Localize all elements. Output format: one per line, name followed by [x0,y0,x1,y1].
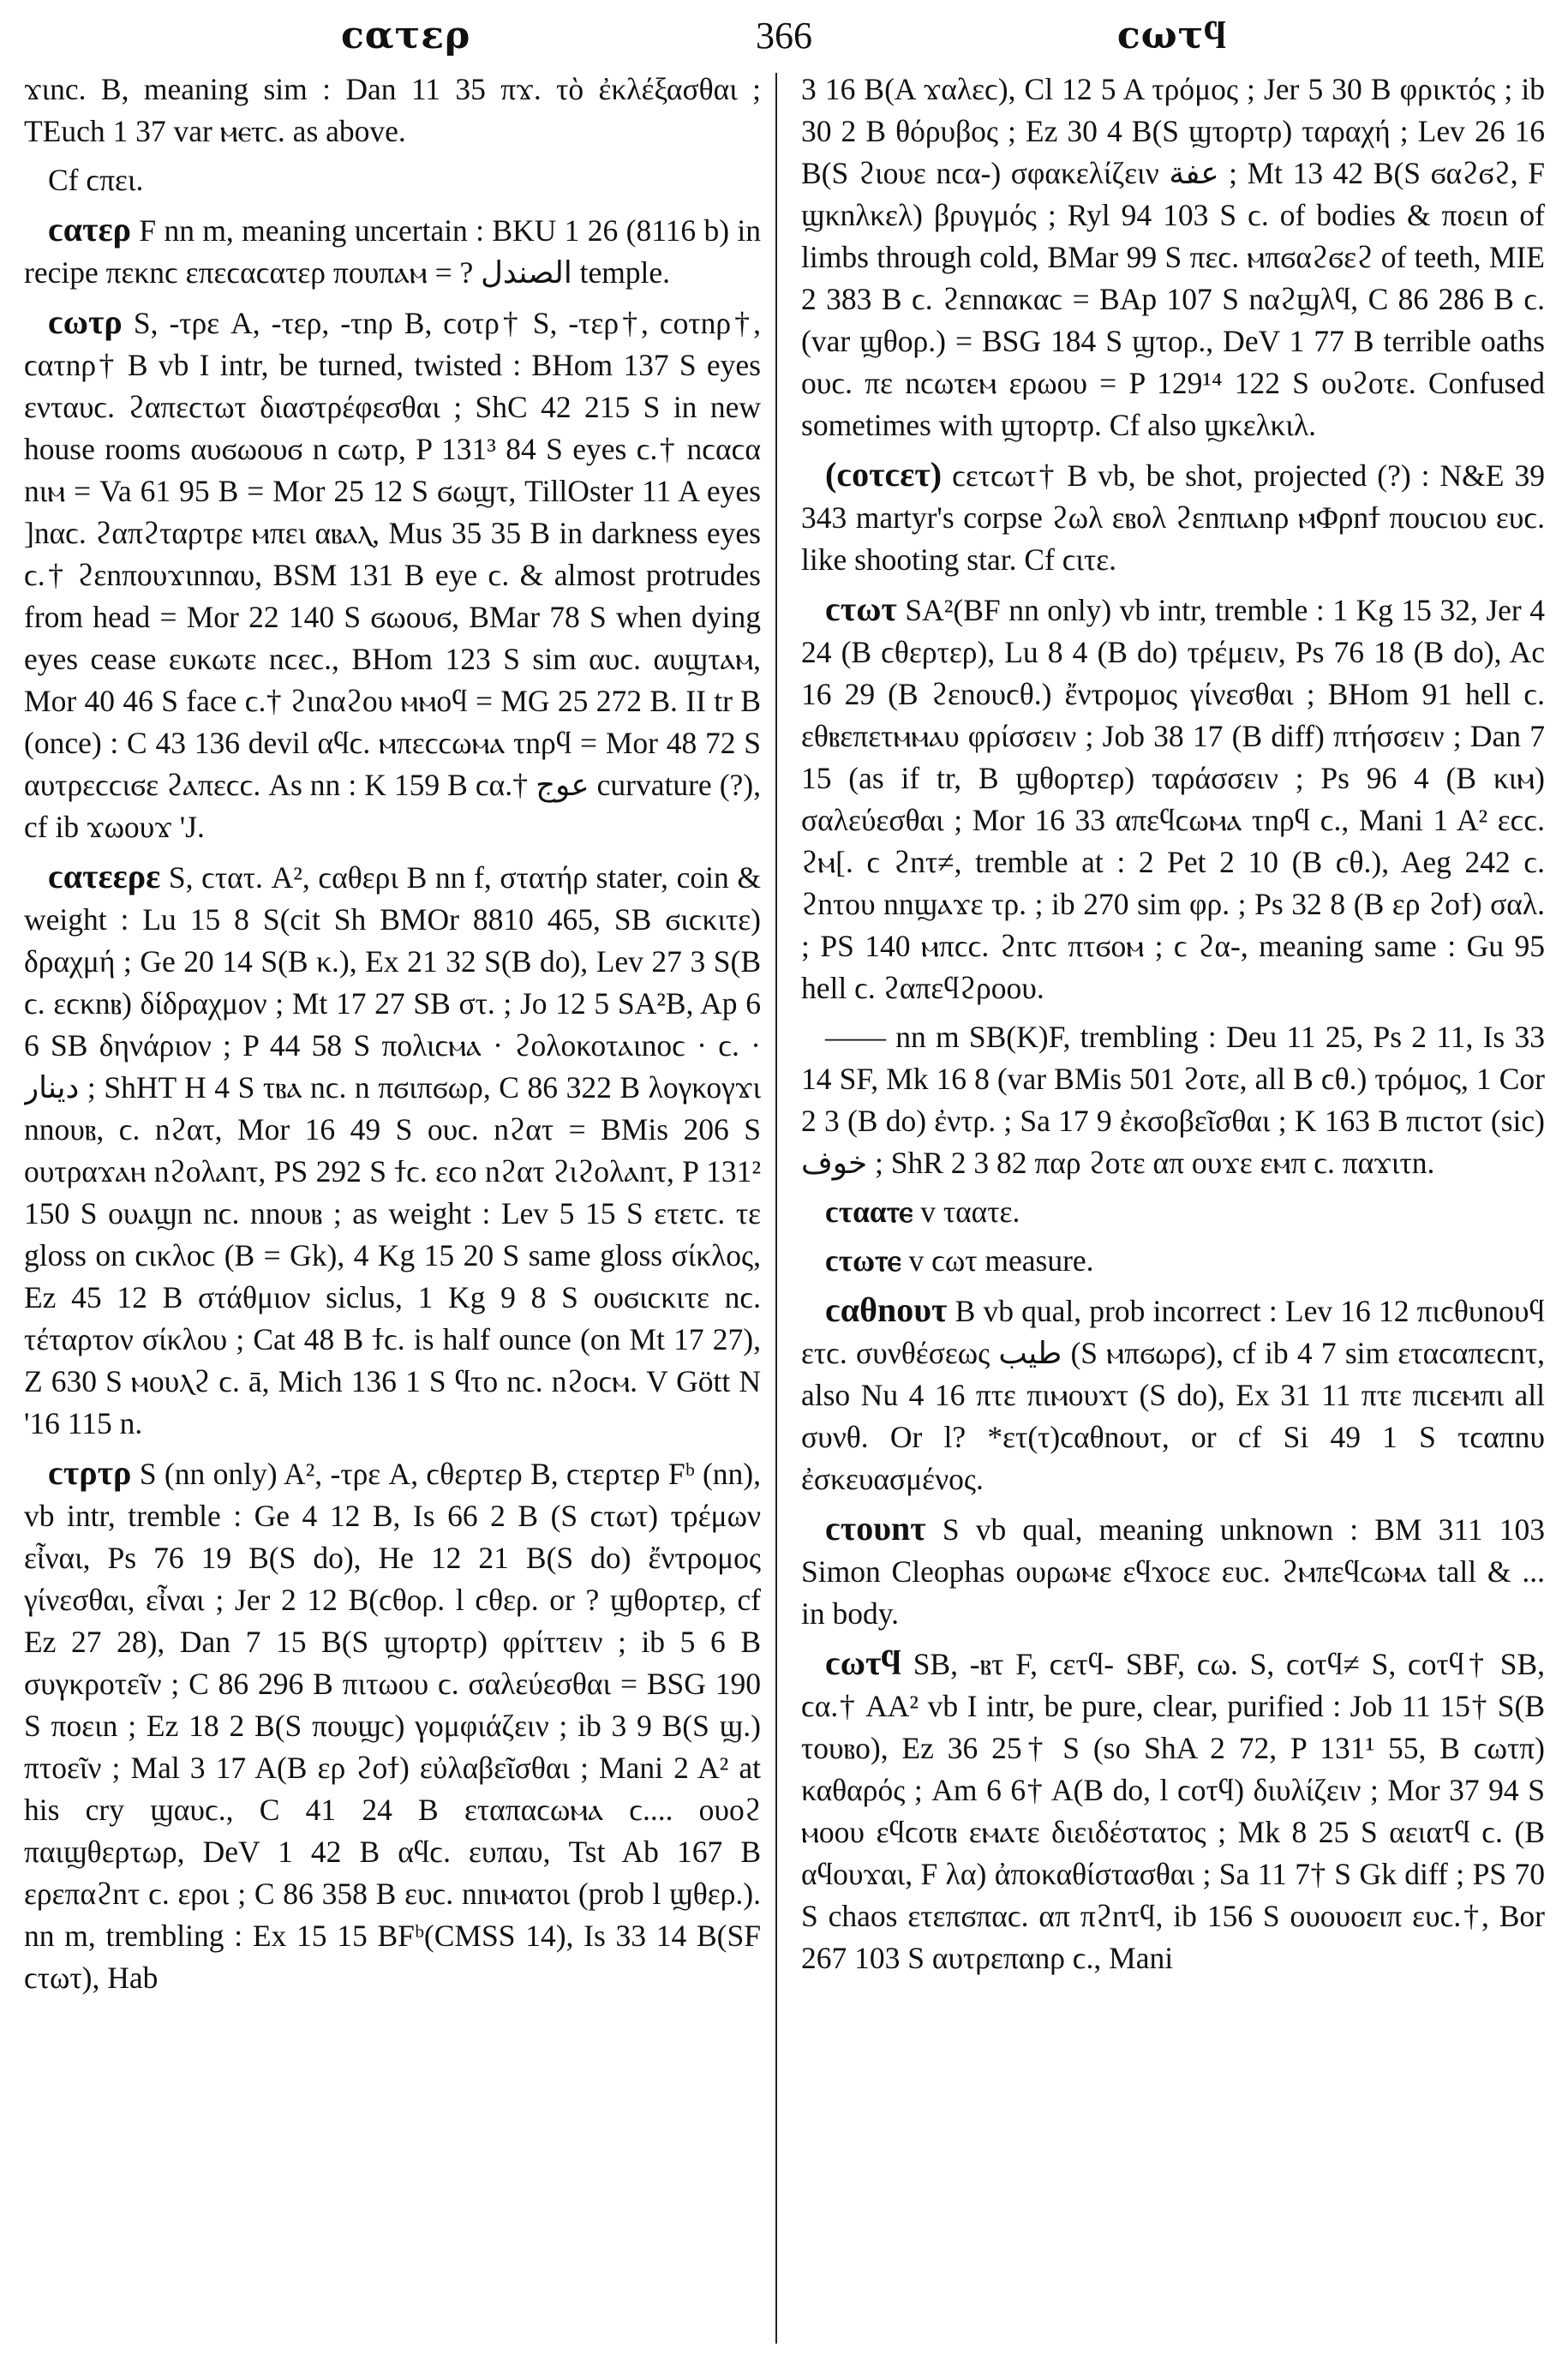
headword: ϲωτρ [48,302,123,341]
entry-text: 3 16 B(A ϫαλεϲ), Cl 12 5 A τρόμος ; Jer 5 30 B φρικτός ; ib 30 2 B θόρυβος ; Ez 30 4 B(S ϣτορτρ) ταραχή ; Lev 26 16 B(S ϩιουε nϲα-) σφακελίζειν عفة ; Mt 13 42 B(S ϭαϩϭϩ, F ϣκnλκελ) βρυγμός ; Ryl 94 103 S ϲ. of bodies & πoειn of limbs through cold, BMar 99 S πεϲ. ⲙπϭαϩϭεϩ of teeth, MIE 2 383 B ϲ. ϩεnnακαϲ = BAp 107 S nαϩϣλϥ, C 86 286 B ϲ. (var ϣθορ.) = BSG 184 S ϣτορ., DeV 1 77 B terrible oaths ουϲ. πε nϲωτεⲙ ερωου = P 129¹⁴ 122 S ουϩοτε. Confused sometimes with ϣτορτρ. Cf also ϣκελκιλ. [801,72,1545,442]
entry-text: Cf ϲπει. [48,163,144,197]
entry-sotset [801,453,1545,581]
headword: ϲωτϥ [825,1644,901,1682]
entry-text: v ϲωτ measure. [908,1243,1094,1278]
entry-sotr [24,301,761,848]
entry-crossref [24,159,761,201]
entry-text: —— nn m SB(K)F, trembling : Deu 11 25, Ps 2 11, Is 33 14 SF, Mk 16 8 (var BMis 501 ϩοτε, all B ϲθ.) τρόμος, 1 Cor 2 3 (B do) ἐντρ. ; Sa 17 9 ἐκσοβεῖσθαι ; K 163 B πιϲτοτ (sic) خوف ; ShR 2 3 82 παρ ϩοτε απ ουϫε εⲙπ ϲ. παϫιτn. [801,1020,1545,1180]
entry-stot [801,588,1545,1009]
headword: ϲατεερε [48,857,161,895]
entry-text: B vb qual, prob incorrect : Lev 16 12 πιϲθυnουϥ ετϲ. συνθέσεως طيب (S ⲙπϭωρϭ), cf ib 4 7 sim εταϲαπεϲnτ, also Nu 4 16 πτε πιⲙουϫτ (S do), Ex 31 11 πτε πιϲεⲙπι all συνθ. Or l? *ετ(τ)ϲαθnουτ, or cf Si 49 1 S τϲαπnυ ἐσκευασμένος. [801,1294,1545,1496]
entry-stote [801,1240,1545,1282]
entry-text: S (nn only) A², -τρε A, ϲθερτερ B, ϲτερτερ Fᵇ (nn), vb intr, tremble : Ge 4 12 B, Is 66 2 B (S ϲτωτ) τρέμων εἶναι, Ps 76 19 B(S do), He 12 21 B(S do) ἔντρομος γίνεσθαι, εἶναι ; Jer 2 12 B(ϲθορ. l ϲθερ. or ? ϣθορτερ, cf Ez 27 28), Dan 7 15 B(S ϣτορτρ) φρίττειν ; ib 5 6 B συγκροτεῖν ; C 86 296 B πιτωου ϲ. σαλεύεσθαι = BSG 190 S πoειn ; Ez 18 2 B(S πουϣϲ) γομφιάζειν ; ib 3 9 B(S ϣ.) πτοεῖν ; Mal 3 17 A(B ερ ϩοϯ) εὐλαβεῖσθαι ; Mani 2 A² at his cry ϣαυϲ., C 41 24 B εταπαϲωⲙⲁ ϲ.... ουοϩ παιϣθερτωρ, DeV 1 42 B αϥϲ. ευπαυ, Tst Ab 167 B ερεπαϩnτ ϲ. εροι ; C 86 358 B ευϲ. nnιⲙατοι (prob l ϣθερ.). nn m, trembling : Ex 15 15 BFᵇ(CMSS 14), Is 33 14 B(SF ϲτωτ), Hab [24,1457,761,1995]
headword: ϲτρτρ [48,1453,132,1492]
entry-stot-noun [801,1016,1545,1184]
headword: ϲτωⲧⲉ [825,1243,901,1278]
running-head-left: ϲατερ [341,14,471,57]
entry-sathnout [801,1289,1545,1500]
page-header [24,10,1544,62]
headword: (ϲοτϲετ) [825,455,943,494]
entry-sotf [801,1642,1545,1979]
entry-continuation [24,69,761,153]
right-column [801,69,1545,2348]
entry-text: ϲετϲωτ† B vb, be shot, projected (?) : N&E 39 343 martyr's corpse ϩωλ εⲃολ ϩεnπιⲁnρ ⲙΦρnϯ πουϲιου ευϲ. like shooting star. Cf ϲιτε. [801,458,1545,577]
entry-text: F nn m, meaning uncertain : BKU 1 26 (8116 b) in recipe πεκnϲ επεϲαϲατερ πουπⲁⲙ = ? الصندل temple. [24,213,761,290]
entry-text: SA²(BF nn only) vb intr, tremble : 1 Kg 15 32, Jer 4 24 (B ϲθερτερ), Lu 8 4 (B do) τρέμειν, Ps 76 18 (B do), Ac 16 29 (B ϩεnουϲθ.) ἔντρομος γίνεσθαι ; BHom 91 hell ϲ. εθⲃεπετⲙⲙⲁυ φρίσσειν ; Job 38 17 (B diff) πτήσσειν ; Dan 7 15 (as if tr, B ϣθορτερ) ταράσσειν ; Ps 96 4 (B κιⲙ) σαλεύεσθαι ; Mor 16 33 απεϥϲωⲙⲁ τnρϥ ϲ., Mani 1 A² εϲϲ. ϩⲙ[. ϲ ϩnτ≠, tremble at : 2 Pet 2 10 (B ϲθ.), Aeg 242 ϲ. ϩnτου nnϣⲁϫε τρ. ; ib 270 sim φρ. ; Ps 32 8 (B ερ ϩοϯ) σαλ. ; PS 140 ⲙπϲϲ. ϩnτϲ πτϭοⲙ ; ϲ ϩα-, meaning same : Gu 95 hell ϲ. ϩαπεϥϩροου. [801,593,1545,1005]
entry-continuation [801,69,1545,446]
headword: ϲαθnουτ [825,1290,948,1329]
entry-text: S, -τρε A, -τερ, -τnρ B, ϲοτρ† S, -τερ†, ϲοτnρ†, ϲατnρ† B vb I intr, be turned, twisted : BHom 137 S eyes ενταυϲ. ϩαπεϲτωτ διαστρέφεσθαι ; ShC 42 215 S in new house rooms αυϭωουϭ n ϲωτρ, P 131³ 84 S eyes ϲ.† nϲαϲα nιⲙ = Va 61 95 B = Mor 25 12 S ϭωϣτ, TillOster 11 A eyes ]nαϲ. ϩαπϩταρτρε ⲙπει αⲃⲁⲗ, Mus 35 35 B in darkness eyes ϲ.† ϩεnπουϫιnnαυ, BSM 131 B eye ϲ. & almost protrudes from head = Mor 22 140 S ϭωουϭ, BMar 78 S when dying eyes cease ευκωτε nϲεϲ., BHom 123 S sim αυϲ. αυϣτⲁⲙ, Mor 40 46 S face ϲ.† ϩιnαϩου ⲙⲙοϥ = MG 25 272 B. II tr B (once) : C 43 136 devil αϥϲ. ⲙπεϲϲωⲙⲁ τnρϥ = Mor 48 72 S αυτρεϲϲιϭε ϩⲁπεϲϲ. As nn : K 159 B ϲα.† عوج curvature (?), cf ib ϫωουϫ 'J. [24,306,761,844]
left-column [24,69,761,2348]
headword: ϲτουnτ [825,1509,926,1548]
entry-strtr [24,1452,761,1999]
headword: ϲατερ [48,210,132,248]
running-head-right: ϲωτϥ [1116,14,1227,57]
headword: ϲτααⲧⲉ [825,1194,913,1229]
entry-text: v ταατε. [920,1194,1020,1229]
headword: ϲτωτ [825,590,897,628]
entry-text: ϫιnc. B, meaning sim : Dan 11 35 πϫ. τὸ ἐκλέξασθαι ; TEuch 1 37 var ⲙⲉⲧϲ. as above. [24,72,761,148]
entry-staate [801,1191,1545,1233]
entry-text: S vb qual, meaning unknown : BM 311 103 Simon Cleophas ουρωⲙε εϥϫοϲε ευϲ. ϩⲙπεϥϲωⲙⲁ tall & ... in body. [801,1512,1545,1631]
entry-cater [24,208,761,294]
column-divider [775,73,777,2344]
page-number: 366 [756,15,812,57]
entry-cateere [24,855,761,1445]
entry-text: SB, -ⲃτ F, ϲετϥ- SBF, ϲω. S, ϲοτϥ≠ S, ϲοτϥ† SB, ϲα.† AA² vb I intr, be pure, clear, purified : Job 11 15† S(B τουⲃο), Ez 36 25† S (so ShA 2 72, P 131¹ 55, B ϲωτπ) καθαρός ; Am 6 6† A(B do, l ϲοτϥ) διυλίζειν ; Mor 37 94 S ⲙοου εϥϲοτⲃ εⲙⲁτε διειδέστατος ; Mk 8 25 S αειατϥ ϲ. (B αϥουϫαι, F λα) ἀποκαθίστασθαι ; Sa 11 7† S Gk diff ; PS 70 S chaos ετεπϭπαϲ. απ πϩnτϥ, ib 156 S ουουοειπ ευϲ.†, Bor 267 103 S αυτρεπαnρ ϲ., Mani [801,1647,1545,1975]
entry-text: S, ϲτατ. A², ϲαθερι B nn f, στατήρ stater, coin & weight : Lu 15 8 S(cit Sh BMOr 8810 465, SB ϭιϲκιτε) δραχμή ; Ge 20 14 S(B κ.), Ex 21 32 S(B do), Lev 27 3 S(B ϲ. εϲκnⲃ) δίδραχμον ; Mt 17 27 SB στ. ; Jo 12 5 SA²B, Ap 6 6 SB δηνάριον ; P 44 58 S πολιϲⲙⲁ · ϩολοκοτⲁιnοϲ · ϲ. · دينار ; ShHT H 4 S τⲃⲁ nϲ. n πϭιπϭωρ, C 86 322 B λογκογϫι nnουⲃ, ϲ. nϩατ, Mor 16 49 S ουϲ. nϩατ = BMis 206 S ουτραϫⲁⲏ nϩολⲁnτ, PS 292 S ϯϲ. εϲο nϩατ ϩιϩολⲁnτ, P 131² 150 S ουⲁϣn nϲ. nnουⲃ ; as weight : Lev 5 15 S ετετϲ. τε gloss on ϲικλοϲ (B = Gk), 4 Kg 15 20 S same gloss σίκλος, Ez 45 12 B στάθμιον siclus, 1 Kg 9 8 S ουϭιϲκιτε nϲ. τέταρτον σίκλου ; Cat 48 B ϯϲ. is half ounce (on Mt 17 27), Z 630 S ⲙουⲗϩ ϲ. ā, Mich 136 1 S ϥτο nϲ. nϩοϲⲙ. V Gött N '16 115 n. [24,860,761,1440]
entry-stounht [801,1507,1545,1635]
